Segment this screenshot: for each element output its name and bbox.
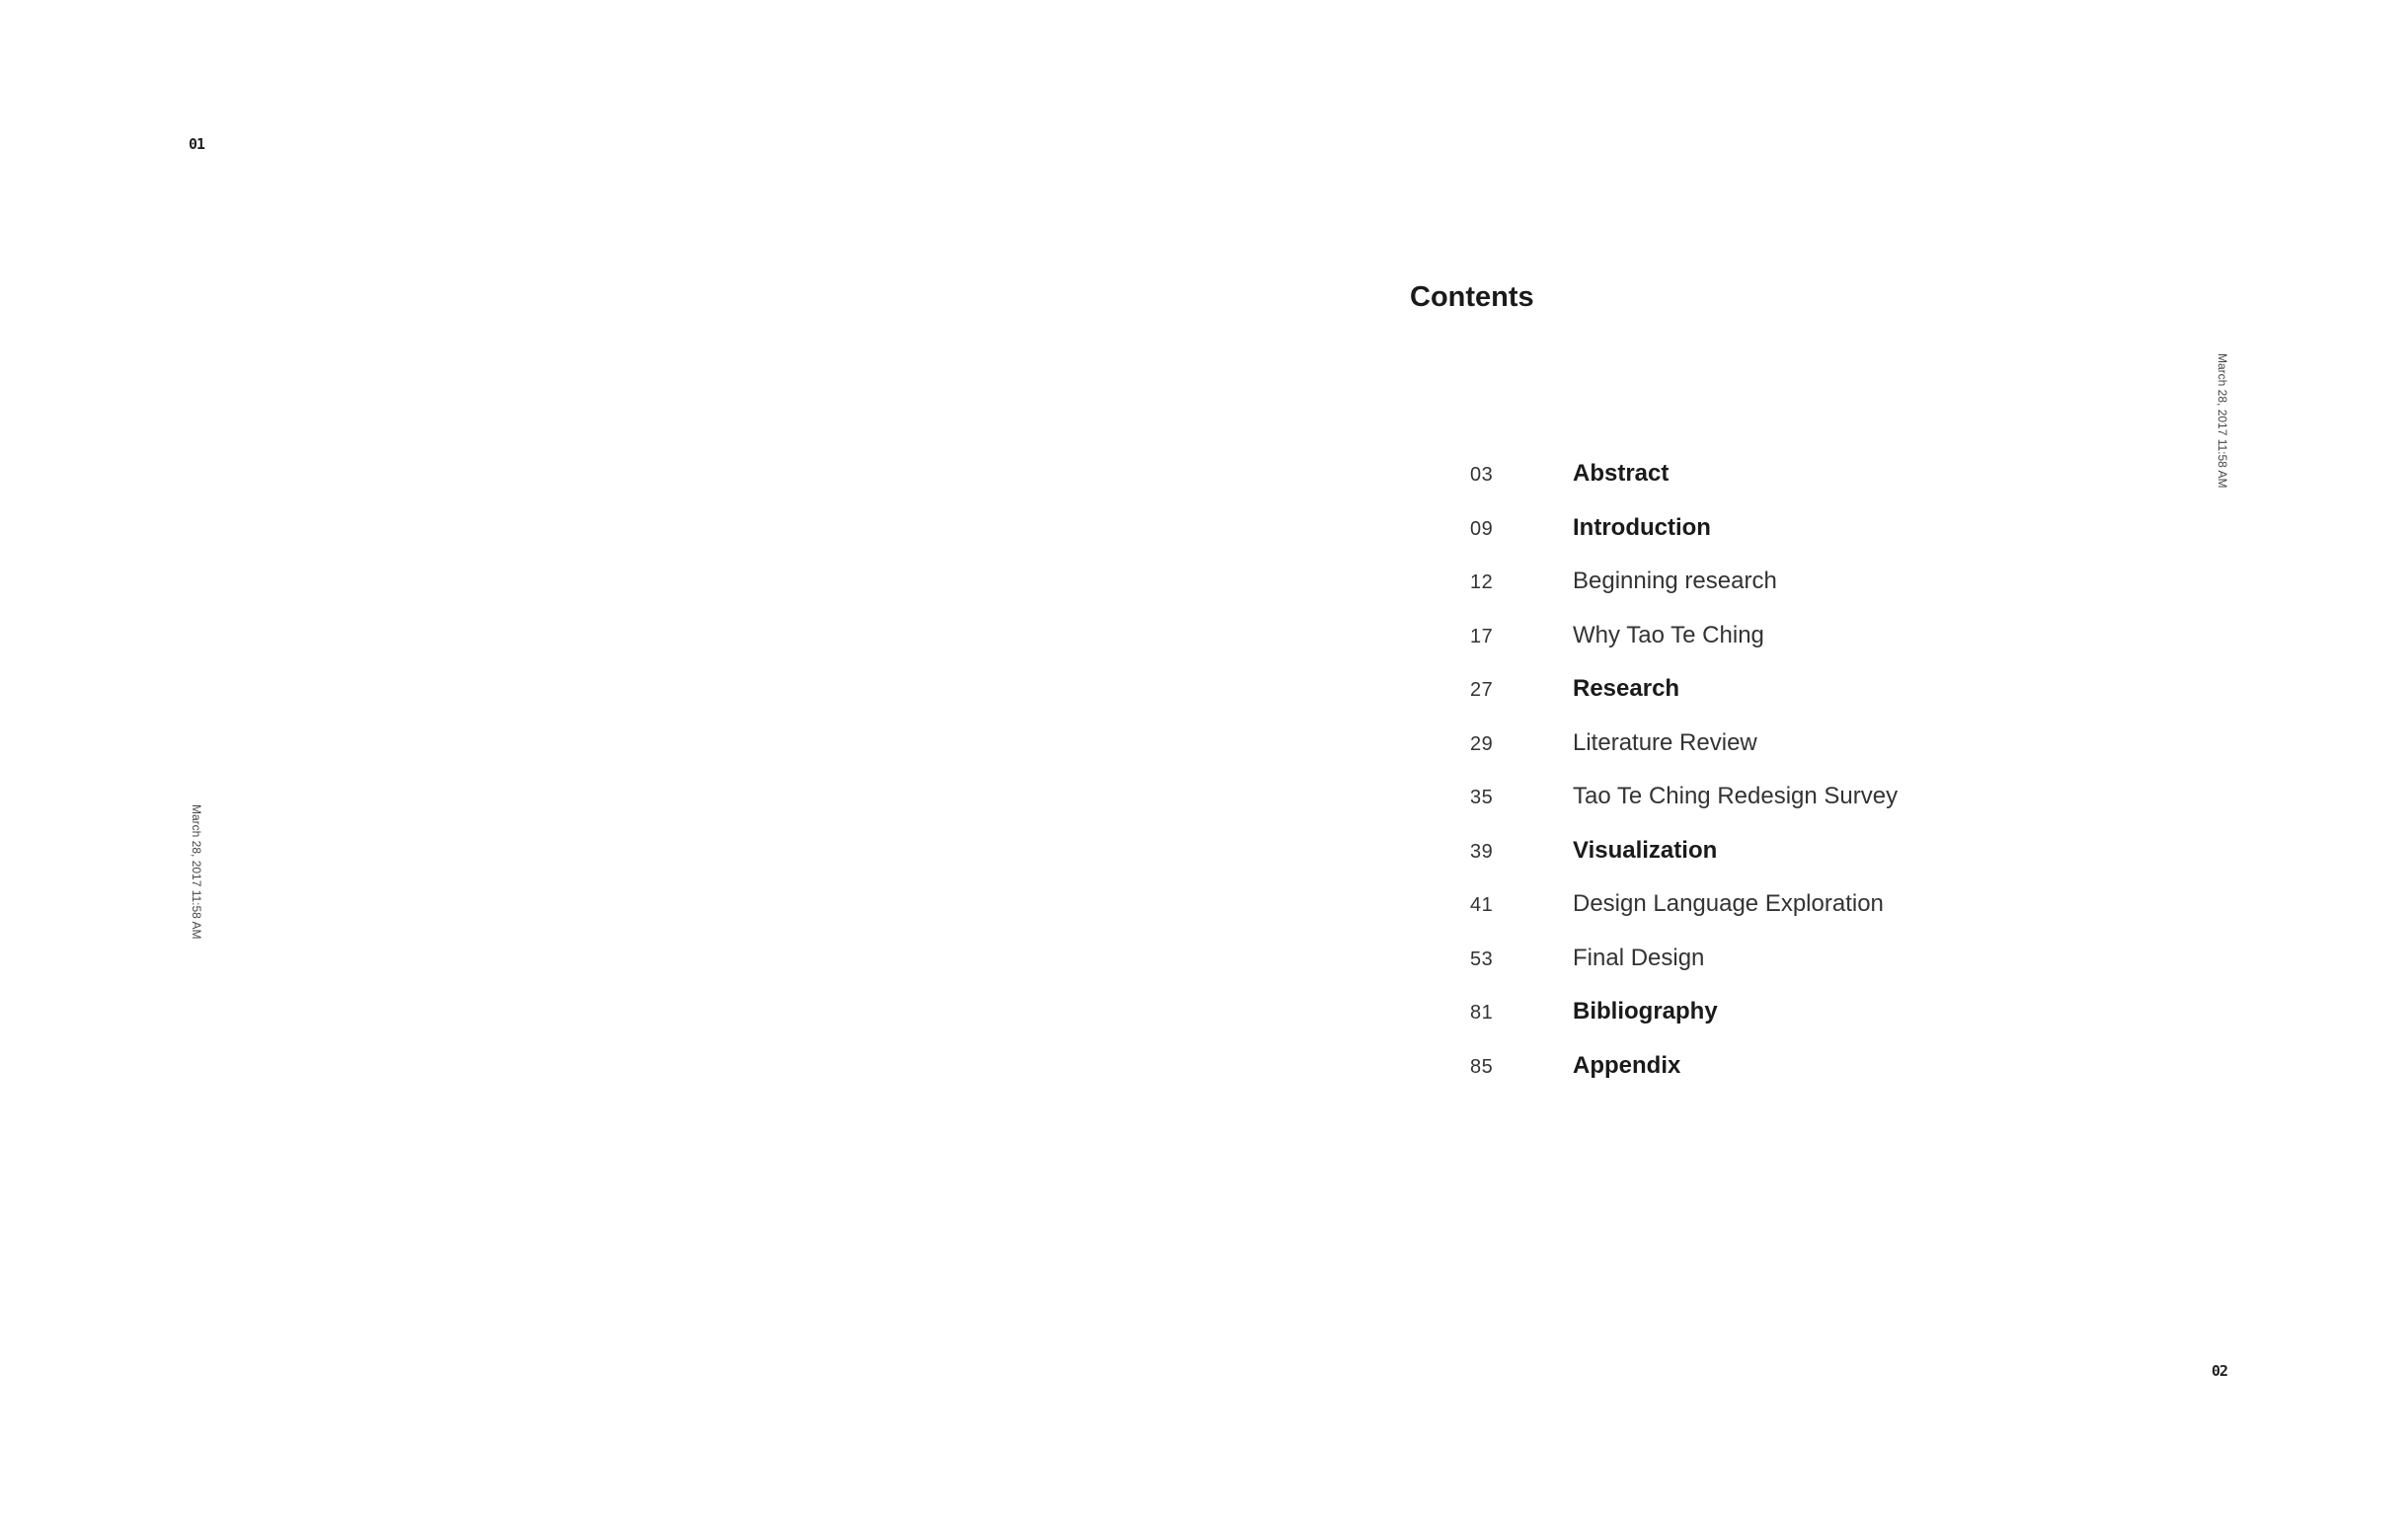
toc-entry-title: Appendix: [1573, 1051, 1681, 1079]
toc-entry-title: Why Tao Te Ching: [1573, 621, 1764, 648]
toc-page-number: 12: [1470, 571, 1494, 593]
page-number-left: 01: [189, 135, 205, 153]
toc-entry-abstract: [1470, 460, 1898, 514]
table-of-contents: [1470, 460, 1898, 1105]
toc-page-number: 53: [1470, 948, 1494, 970]
print-timestamp-left: March 28, 2017 11:58 AM: [190, 804, 203, 940]
toc-page-number: 81: [1470, 1002, 1494, 1024]
toc-entry-final-design: [1470, 945, 1898, 999]
toc-entry-design-language-exploration: [1470, 890, 1898, 945]
toc-entry-title: Bibliography: [1573, 998, 1718, 1025]
toc-entry-appendix: [1470, 1052, 1898, 1106]
toc-page-number: 35: [1470, 787, 1494, 808]
toc-entry-title: Design Language Exploration: [1573, 890, 1884, 917]
toc-page-number: 09: [1470, 517, 1494, 540]
toc-page-number: 39: [1470, 840, 1494, 863]
toc-entry-literature-review: [1470, 729, 1898, 784]
toc-entry-title: Visualization: [1573, 836, 1718, 864]
toc-entry-visualization: [1470, 837, 1898, 891]
toc-entry-title: Literature Review: [1573, 728, 1757, 756]
toc-entry-title: Introduction: [1573, 513, 1711, 541]
toc-entry-title: Tao Te Ching Redesign Survey: [1573, 783, 1899, 809]
toc-entry-title: Research: [1573, 675, 1680, 702]
toc-entry-beginning-research: [1470, 568, 1898, 622]
toc-entry-title: Beginning research: [1573, 568, 1777, 594]
toc-entry-why-tao-te-ching: [1470, 622, 1898, 676]
toc-page-number: 85: [1470, 1055, 1494, 1078]
toc-entry-redesign-survey: [1470, 783, 1898, 837]
toc-page-number: 27: [1470, 679, 1494, 701]
toc-entry-introduction: [1470, 514, 1898, 569]
toc-entry-title: Abstract: [1573, 460, 1670, 487]
toc-page-number: 41: [1470, 894, 1494, 916]
toc-page-number: 29: [1470, 732, 1494, 755]
toc-entry-bibliography: [1470, 998, 1898, 1052]
print-timestamp-right: March 28, 2017 11:58 AM: [2215, 353, 2229, 489]
toc-entry-research: [1470, 675, 1898, 729]
toc-page-number: 03: [1470, 464, 1494, 486]
contents-title: Contents: [1410, 281, 1534, 313]
page-number-right: 02: [2212, 1362, 2228, 1380]
toc-entry-title: Final Design: [1573, 944, 1705, 971]
toc-page-number: 17: [1470, 625, 1494, 647]
